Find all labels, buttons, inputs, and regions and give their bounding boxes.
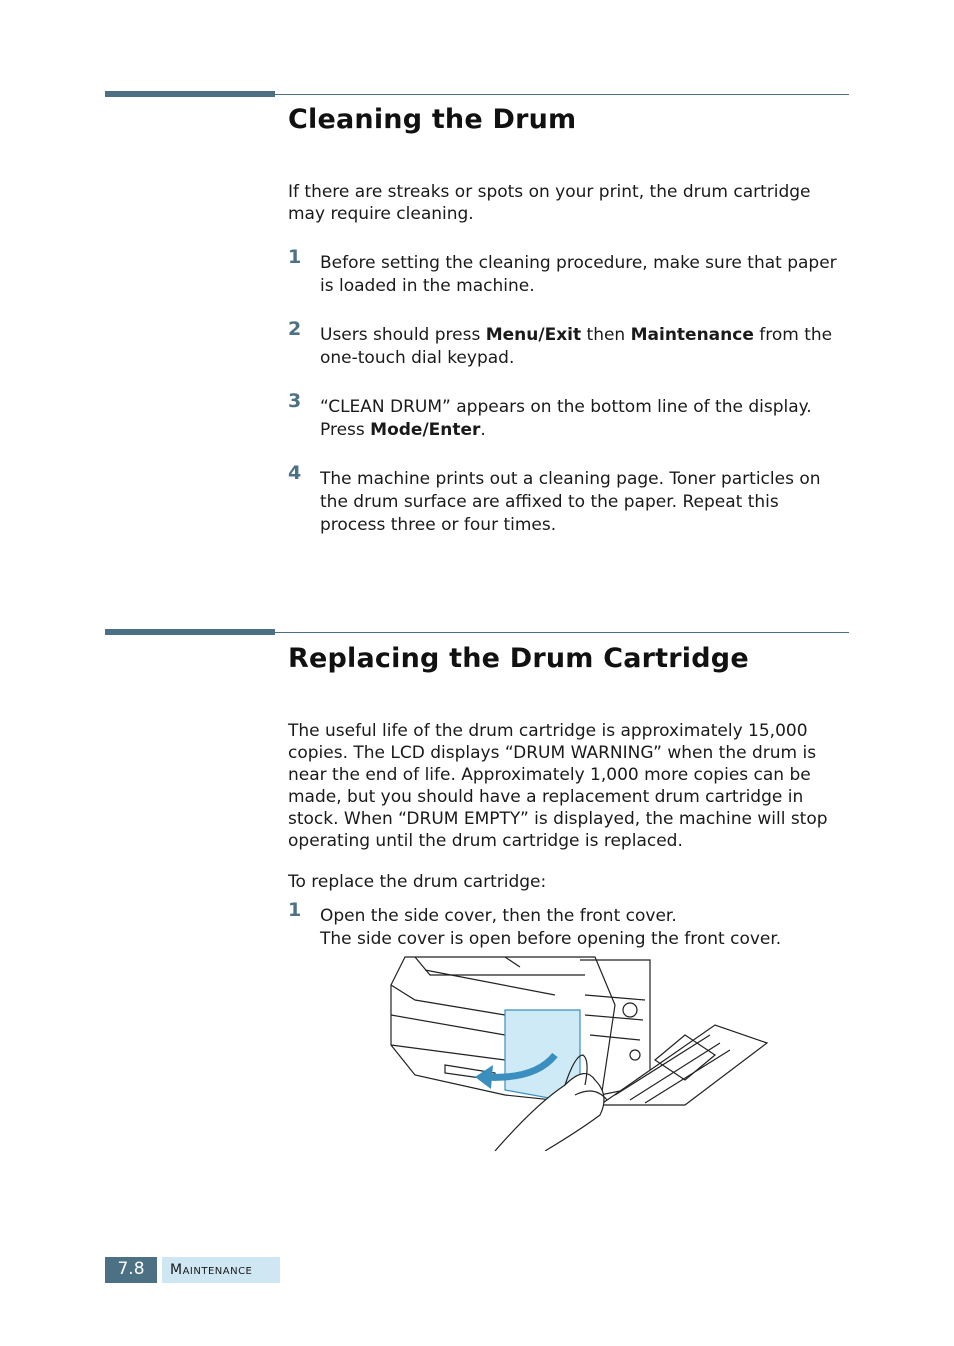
section-rule-thick: [105, 91, 275, 97]
mode-enter-key: Mode/Enter: [370, 420, 481, 440]
cleaning-step-4: [288, 462, 848, 537]
replacing-intro: The useful life of the drum cartridge is approximately 15,000 copies. The LCD displays “DRUM WARNING” when the drum is near the end of life. Approximately 1,000 more copies can be made, but you should have a replacement drum cartridge in stock. When “DRUM EMPTY” is displayed, the machine will stop operating until the drum cartridge is replaced.: [288, 721, 828, 851]
step-text: The machine prints out a cleaning page. Toner particles on the drum surface are affixed to the paper. Repeat this process three or four times.: [320, 469, 821, 535]
section-title-cleaning: Cleaning the Drum: [288, 104, 577, 135]
step-number: 1: [288, 246, 302, 268]
step-text: “CLEAN DRUM” appears on the bottom line of the display. Press Mode/Enter.: [320, 397, 812, 440]
cleaning-step-1: [288, 246, 848, 298]
section-title-replacing: Replacing the Drum Cartridge: [288, 643, 749, 674]
cleaning-step-3: [288, 390, 848, 442]
footer-section-name: Maintenance: [162, 1257, 280, 1283]
step-text: Open the side cover, then the front cover. The side cover is open before opening the front cover.: [320, 906, 782, 949]
section-rule-thin: [275, 94, 849, 95]
section-rule-thick: [105, 629, 275, 635]
menu-exit-key: Menu/Exit: [485, 325, 582, 345]
step-number: 1: [288, 899, 302, 921]
step-number: 3: [288, 390, 302, 412]
replacing-step-1: [288, 899, 848, 951]
cleaning-step-2: [288, 318, 848, 370]
replacing-lead: To replace the drum cartridge:: [288, 872, 547, 892]
step-number: 2: [288, 318, 302, 340]
step-text: Users should press Menu/Exit then Maintenance from the one-touch dial keypad.: [320, 325, 833, 368]
opening-front-cover-illustration: [385, 955, 770, 1151]
page-number: 7.8: [105, 1257, 157, 1283]
section-rule-thin: [275, 632, 849, 633]
step-text: Before setting the cleaning procedure, make sure that paper is loaded in the machine.: [320, 253, 837, 296]
cleaning-intro: If there are streaks or spots on your print, the drum cartridge may require cleaning.: [288, 182, 811, 224]
maintenance-key: Maintenance: [630, 325, 754, 345]
step-number: 4: [288, 462, 302, 484]
